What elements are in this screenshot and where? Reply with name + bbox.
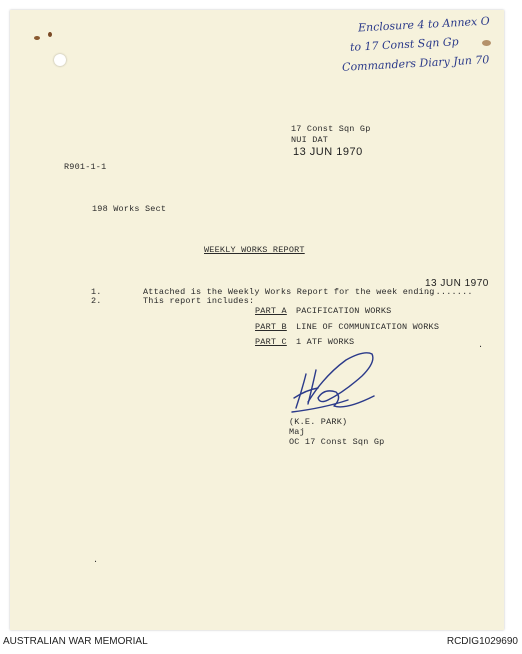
part-description: 1 ATF WORKS (296, 337, 355, 347)
stray-mark: . (478, 340, 484, 350)
item-number: 2. (91, 296, 102, 306)
sender-date-stamp: 13 JUN 1970 (293, 146, 363, 158)
handwritten-annotation-line2: to 17 Const Sqn Gp (349, 35, 459, 54)
part-label: PART C (255, 337, 287, 347)
stain-mark (48, 32, 52, 37)
archive-id: RCDIG1029690 (446, 636, 518, 647)
report-title: WEEKLY WORKS REPORT (204, 245, 305, 255)
signatory-appointment: OC 17 Const Sqn Gp (289, 437, 385, 447)
handwritten-signature (284, 346, 384, 418)
part-description: PACIFICATION WORKS (296, 306, 392, 316)
addressee: 198 Works Sect (92, 204, 167, 214)
document-page (10, 10, 504, 630)
part-description: LINE OF COMMUNICATION WORKS (296, 322, 440, 332)
file-reference: R901-1-1 (64, 162, 107, 172)
item-number: 1. (91, 287, 102, 297)
handwritten-annotation-line3: Commanders Diary Jun 70 (341, 53, 490, 74)
signatory-rank: Maj (289, 427, 305, 437)
week-ending-date-stamp: 13 JUN 1970 (425, 278, 489, 289)
signatory-name: (K.E. PARK) (289, 417, 348, 427)
stain-mark (34, 36, 40, 40)
item-text: This report includes: (143, 296, 255, 306)
item-text: Attached is the Weekly Works Report for the week ending (143, 287, 435, 297)
stain-mark (482, 40, 491, 46)
stray-mark: . (93, 555, 99, 565)
part-label: PART A (255, 306, 287, 316)
sender-unit: 17 Const Sqn Gp (291, 124, 371, 134)
part-label: PART B (255, 322, 287, 332)
archive-credit: AUSTRALIAN WAR MEMORIAL (3, 636, 148, 647)
handwritten-annotation-line1: Enclosure 4 to Annex O (357, 14, 491, 35)
sender-location: NUI DAT (291, 135, 329, 145)
staple-hole (54, 54, 66, 66)
item-leader-dots: ......... (425, 287, 473, 297)
